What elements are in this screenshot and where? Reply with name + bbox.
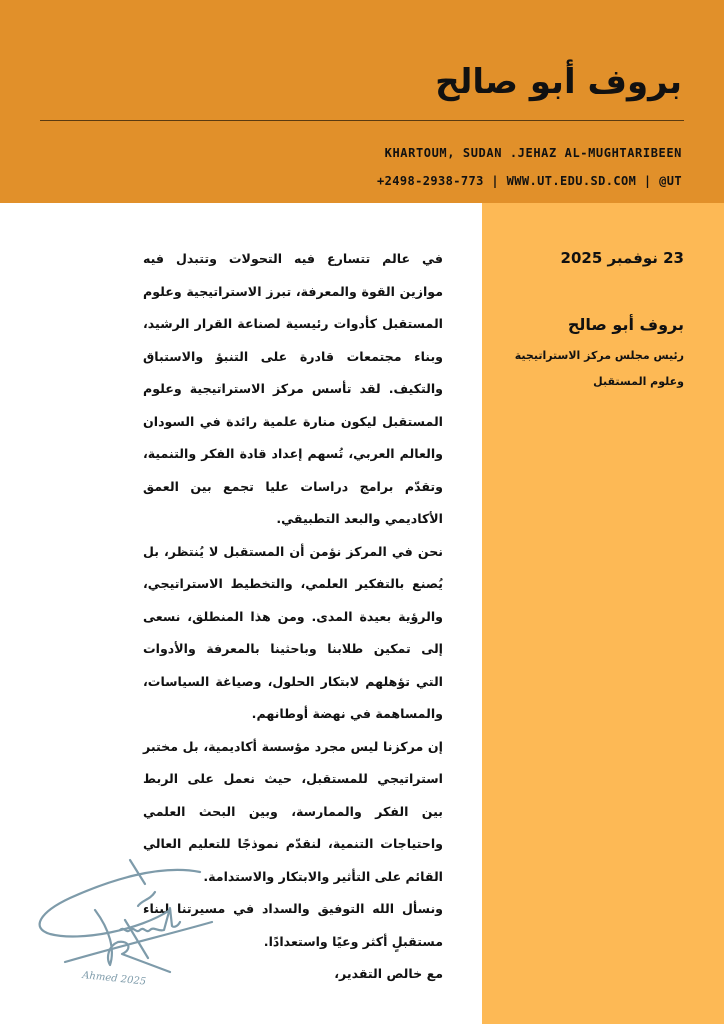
paragraph: ونسأل الله التوفيق والسداد في مسيرتنا لبناء مستقبلٍ أكثر وعيًا واستعدادًا. bbox=[143, 901, 443, 949]
website-link[interactable]: WWW.UT.EDU.SD.COM bbox=[506, 174, 637, 188]
paragraph: نحن في المركز نؤمن أن المستقبل لا يُنتظر، بل يُصنع بالتفكير العلمي، والتخطيط الاستراتيجي، والرؤية بعيدة المدى. ومن هذا المنطلق، نسعى إلى تمكين طلابنا وباحثينا بالمعرفة والأدوات التي تؤهلهم لابتكار الحلول، وصياغة السياسات، والمساهمة في نهضة أوطانهم. bbox=[143, 543, 443, 721]
handwritten-signature bbox=[20, 850, 240, 990]
header-divider bbox=[40, 120, 684, 121]
letterhead-header bbox=[0, 0, 724, 203]
contact-line bbox=[377, 174, 682, 188]
paragraph: إن مركزنا ليس مجرد مؤسسة أكاديمية، بل مختبر استراتيجي للمستقبل، حيث نعمل على الربط بين الفكر والممارسة، وبين البحث العلمي واحتياجات التنمية، لنقدّم نموذجًا للتعليم العالي القائم على التأثير والابتكار والاستدامة. bbox=[143, 738, 443, 884]
sidebar bbox=[482, 203, 724, 1024]
paragraph: في عالم تتسارع فيه التحولات وتتبدل فيه موازين القوة والمعرفة، تبرز الاستراتيجية وعلوم المستقبل كأدوات رئيسية لصناعة القرار الرشيد، وبناء مجتمعات قادرة على التنبؤ والاستباق والتكيف. لقد تأسس مركز الاستراتيجية وعلوم المستقبل ليكون منارة علمية رائدة في السودان والعالم العربي، تُسهم إعداد قادة الفكر والتنمية، وتقدّم برامج دراسات عليا تجمع بين العمق الأكاديمي والبعد التطبيقي. bbox=[143, 251, 443, 526]
separator: | bbox=[643, 174, 652, 188]
signature-lettering: Ahmed 2025 bbox=[81, 970, 147, 988]
social-handle[interactable]: @UT bbox=[659, 174, 682, 188]
signatory-name: بروف أبو صالح bbox=[567, 315, 684, 334]
signatory-role: رئيس مجلس مركز الاستراتيجية وعلوم المستقبل bbox=[514, 349, 684, 388]
closing: مع خالص التقدير، bbox=[334, 966, 443, 981]
phone-number: +2498-2938-773 bbox=[377, 174, 484, 188]
sender-name-title: بروف أبو صالح bbox=[435, 62, 682, 102]
address-line: KHARTOUM, SUDAN .JEHAZ AL-MUGHTARIBEEN bbox=[384, 146, 682, 160]
letter-date: 23 نوفمبر 2025 bbox=[560, 249, 684, 267]
separator: | bbox=[491, 174, 499, 188]
